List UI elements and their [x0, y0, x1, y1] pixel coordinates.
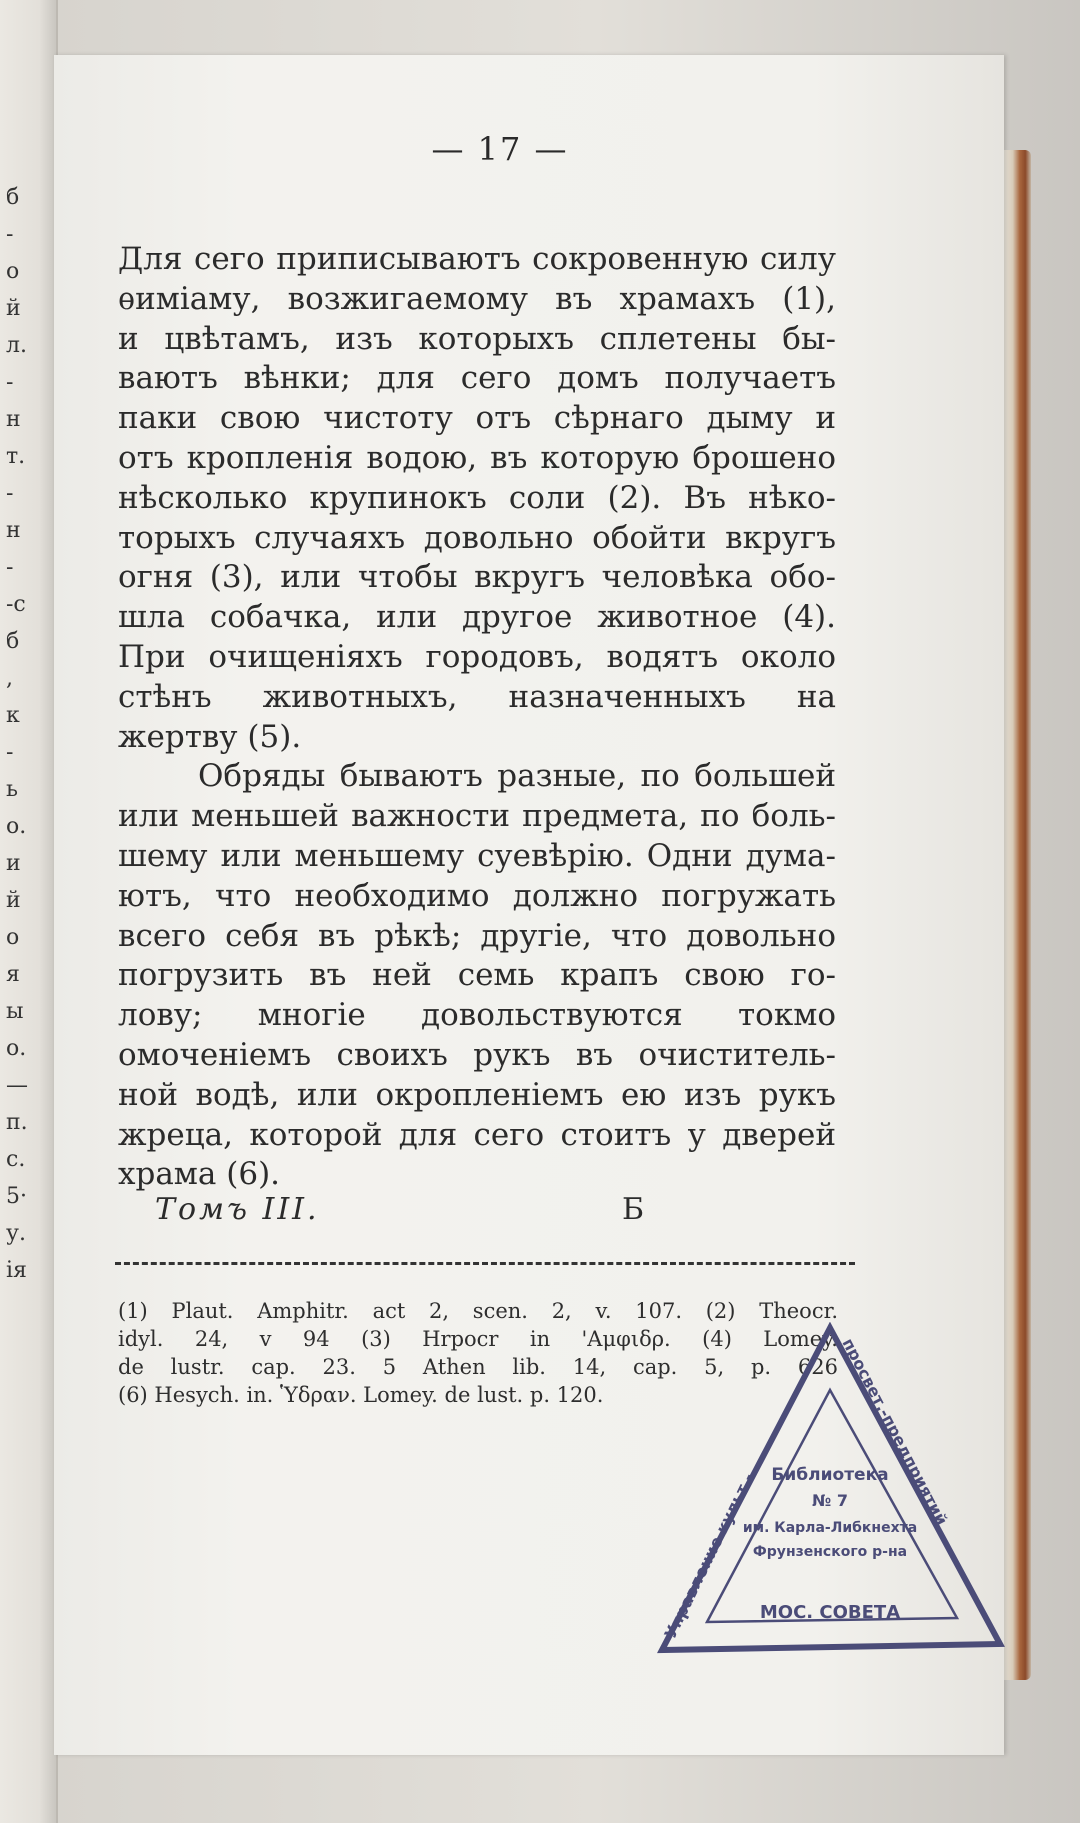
- footnote-divider: [115, 1262, 855, 1265]
- stamp-bottom-text: МОС. СОВЕТА: [759, 1602, 901, 1623]
- stamp-outer-text-right: просвет.-предприятий: [838, 1335, 952, 1529]
- footnote-line: (1) Plaut. Amphitr. act 2, scen. 2, v. 107. (2) Theocr.: [118, 1299, 838, 1323]
- footnote-line: idyl. 24, v 94 (3) Hrpocr in 'Αμφιδρ. (4) Lomey.: [118, 1327, 838, 1351]
- text-line: ной водѣ, или окропленіемъ ею изъ рукъ: [118, 1076, 836, 1113]
- body-text: [118, 240, 836, 1195]
- text-line: жреца, которой для сего стоитъ у дверей: [118, 1116, 836, 1153]
- left-page-fragment: б: [6, 629, 20, 654]
- left-page-fragment: -с: [6, 592, 26, 617]
- left-page-fragment: к: [6, 703, 20, 728]
- left-page-fragment: о: [6, 925, 20, 950]
- footnote-line: de lustr. cap. 23. 5 Athen lib. 14, cap. 5, p. 626: [118, 1355, 838, 1379]
- left-page-fragment: -: [6, 555, 14, 580]
- left-page-fragment: с.: [6, 1147, 26, 1172]
- text-line: Для сего приписываютъ сокровенную силу: [118, 241, 836, 277]
- text-line: омоченіемъ своихъ рукъ въ очиститель-: [118, 1036, 836, 1073]
- left-page-fragment: -: [6, 481, 14, 506]
- left-page-fragment: -: [6, 370, 14, 395]
- text-line: ѳиміаму, возжигаемому въ храмахъ (1),: [118, 280, 836, 317]
- text-line: паки свою чистоту отъ сѣрнаго дыму и: [118, 400, 836, 437]
- left-page-fragment: я: [6, 962, 20, 987]
- text-line: стѣнъ животныхъ, назначенныхъ на: [118, 678, 836, 715]
- left-page-fragment: —: [6, 1073, 28, 1098]
- text-line: Обряды бываютъ разные, по большей: [198, 758, 836, 795]
- left-facing-page: [0, 0, 58, 1823]
- text-line: ваютъ вѣнки; для сего домъ получаетъ: [118, 360, 836, 397]
- left-page-fragment: т.: [6, 444, 26, 469]
- left-page-fragment: и: [6, 851, 21, 876]
- left-page-fragment: о.: [6, 1036, 27, 1061]
- text-line: торыхъ случаяхъ довольно обойти вкругъ: [118, 519, 836, 556]
- left-page-fragment: о.: [6, 814, 27, 839]
- left-page-fragment: о: [6, 259, 20, 284]
- left-page-fragment: 5·: [6, 1184, 27, 1209]
- left-page-fragment: ы: [6, 999, 24, 1024]
- left-page-fragment: п.: [6, 1110, 28, 1135]
- library-stamp: [652, 1322, 1007, 1662]
- text-line: При очищеніяхъ городовъ, водятъ около: [118, 638, 836, 675]
- text-line: шла собачка, или другое животное (4).: [118, 599, 836, 636]
- text-line: храма (6).: [118, 1156, 281, 1193]
- text-line: шему или меньшему суевѣрію. Одни дума-: [118, 837, 836, 874]
- stamp-line1: Библиотека: [771, 1465, 889, 1485]
- text-line: ютъ, что необходимо должно погружать: [118, 877, 836, 914]
- book-fore-edge: [1003, 150, 1031, 1680]
- stamp-line4: Фрунзенского р-на: [752, 1544, 908, 1560]
- left-page-fragment: й: [6, 296, 21, 321]
- left-page-fragment: ,: [6, 666, 13, 691]
- text-line: всего себя въ рѣкѣ; другіе, что довольно: [118, 917, 836, 954]
- text-line: жертву (5).: [118, 718, 302, 755]
- stamp-outer-text: Управление культ.-: [660, 1469, 758, 1642]
- left-page-fragment: й: [6, 888, 21, 913]
- left-page-fragment: н: [6, 518, 21, 543]
- left-page-fragment: л.: [6, 333, 27, 358]
- stamp-line2: № 7: [812, 1491, 848, 1510]
- left-page-fragment: н: [6, 407, 21, 432]
- text-line: лову; многіе довольствуются токмо: [118, 997, 836, 1034]
- page-number: — 17 —: [431, 130, 569, 168]
- left-page-fragment: ія: [6, 1258, 27, 1283]
- text-line: огня (3), или чтобы вкругъ человѣка обо-: [118, 559, 836, 596]
- text-line: отъ кропленія водою, въ которую брошено: [118, 439, 836, 476]
- left-page-fragment: б: [6, 185, 20, 210]
- left-page-fragment: у.: [6, 1221, 26, 1246]
- text-line: погрузить въ ней семь крапъ свою го-: [118, 957, 836, 994]
- left-page-fragment: -: [6, 740, 14, 765]
- text-line: или меньшей важности предмета, по боль-: [118, 798, 836, 835]
- left-page-fragment: -: [6, 222, 14, 247]
- text-line: и цвѣтамъ, изъ которыхъ сплетены бы-: [118, 320, 836, 357]
- text-line: нѣсколько крупинокъ соли (2). Въ нѣко-: [118, 479, 836, 516]
- signature-letter: Б: [622, 1192, 645, 1227]
- volume-signature: Томъ III.: [155, 1192, 320, 1227]
- stamp-line3: им. Карла-Либкнехта: [742, 1520, 918, 1536]
- left-page-fragment: ь: [6, 777, 18, 802]
- footnote-line: (6) Hesych. in. Ὑδραν. Lomey. de lust. p. 120.: [118, 1383, 604, 1407]
